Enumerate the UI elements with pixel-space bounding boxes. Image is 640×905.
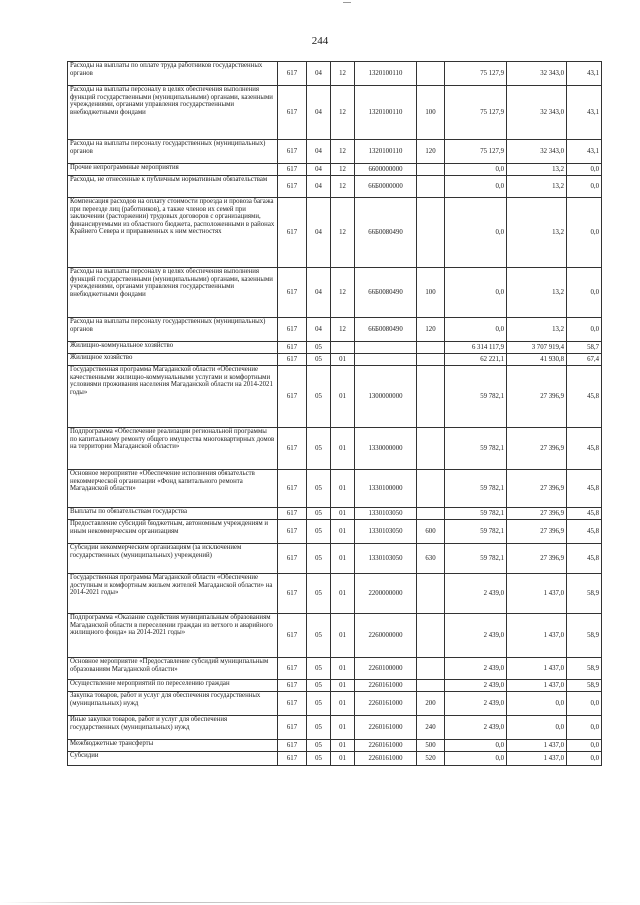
table-row [68,574,602,614]
cell-fact: 13,2 [507,198,567,268]
cell-pct: 0,0 [567,318,602,342]
cell-gr: 617 [278,520,307,544]
cell-fact: 1 437,0 [507,740,567,752]
cell-vr [417,342,445,354]
cell-rz: 04 [307,318,331,342]
cell-gr: 617 [278,366,307,428]
cell-csr: 1330100000 [355,470,417,508]
cell-pct: 43,1 [567,86,602,140]
cell-csr: 1330000000 [355,428,417,470]
cell-name: Выплаты по обязательствам государства [68,508,278,520]
cell-fact: 1 437,0 [507,680,567,692]
cell-pct: 45,8 [567,428,602,470]
cell-gr: 617 [278,508,307,520]
cell-fact: 1 437,0 [507,658,567,680]
cell-rz: 05 [307,354,331,366]
budget-table [67,61,602,766]
cell-rz: 05 [307,614,331,658]
cell-csr [355,342,417,354]
table-row [68,198,602,268]
cell-rz: 05 [307,544,331,574]
cell-name: Государственная программа Магаданской области «Обеспечение качественными жилищно-коммунальными услугами и комфортными условиями проживания населения Магаданской области на 2014-2021 годы» [68,366,278,428]
table-row [68,354,602,366]
cell-fact: 41 930,8 [507,354,567,366]
cell-rz: 05 [307,342,331,354]
cell-name: Расходы на выплаты по оплате труда работников государственных органов [68,62,278,86]
cell-pct: 45,8 [567,366,602,428]
cell-fact: 32 343,0 [507,62,567,86]
cell-pr: 12 [331,268,355,318]
cell-fact: 27 396,9 [507,544,567,574]
cell-rz: 05 [307,508,331,520]
cell-plan: 2 439,0 [445,658,507,680]
cell-vr: 120 [417,318,445,342]
cell-csr: 66Б0000000 [355,176,417,198]
cell-fact: 27 396,9 [507,470,567,508]
cell-plan: 75 127,9 [445,62,507,86]
cell-plan: 59 782,1 [445,428,507,470]
table-row [68,658,602,680]
cell-plan: 2 439,0 [445,716,507,740]
cell-vr: 520 [417,752,445,766]
cell-csr: 1330103050 [355,544,417,574]
cell-name: Подпрограмма «Оказание содействия муниципальным образованиям Магаданской области в переселении граждан из ветхого и аварийного жилищного фонда» на 2014-2021 годы» [68,614,278,658]
cell-fact: 27 396,9 [507,508,567,520]
cell-csr: 2260161000 [355,692,417,716]
cell-pr [331,342,355,354]
cell-plan: 59 782,1 [445,366,507,428]
cell-vr [417,470,445,508]
cell-pct: 45,8 [567,544,602,574]
table-row [68,176,602,198]
cell-name: Жилищное хозяйство [68,354,278,366]
cell-pr: 01 [331,366,355,428]
cell-pr: 12 [331,86,355,140]
cell-plan: 2 439,0 [445,680,507,692]
table-row [68,470,602,508]
cell-gr: 617 [278,176,307,198]
cell-plan: 0,0 [445,318,507,342]
table-row [68,614,602,658]
cell-plan: 0,0 [445,176,507,198]
cell-name: Межбюджетные трансферты [68,740,278,752]
table-row [68,164,602,176]
cell-name: Прочие непрограммные мероприятия [68,164,278,176]
cell-rz: 05 [307,658,331,680]
cell-rz: 04 [307,198,331,268]
cell-csr: 2200000000 [355,574,417,614]
cell-gr: 617 [278,740,307,752]
cell-csr: 2260100000 [355,658,417,680]
cell-name: Расходы на выплаты персоналу государственных (муниципальных) органов [68,140,278,164]
cell-gr: 617 [278,62,307,86]
cell-pr: 01 [331,354,355,366]
cell-pr: 12 [331,318,355,342]
cell-name: Осуществление мероприятий по переселению граждан [68,680,278,692]
scan-artifact-bottom [0,902,640,903]
cell-pr: 01 [331,614,355,658]
cell-rz: 04 [307,164,331,176]
cell-vr: 600 [417,520,445,544]
cell-vr: 240 [417,716,445,740]
cell-pr: 01 [331,692,355,716]
cell-gr: 617 [278,544,307,574]
cell-vr [417,62,445,86]
cell-rz: 05 [307,470,331,508]
cell-gr: 617 [278,428,307,470]
cell-vr [417,614,445,658]
cell-csr: 2260000000 [355,614,417,658]
cell-name: Закупка товаров, работ и услуг для обеспечения государственных (муниципальных) нужд [68,692,278,716]
cell-gr: 617 [278,574,307,614]
cell-gr: 617 [278,658,307,680]
cell-rz: 05 [307,692,331,716]
cell-vr: 630 [417,544,445,574]
cell-pr: 01 [331,740,355,752]
cell-csr: 66Б0080490 [355,318,417,342]
cell-pct: 0,0 [567,176,602,198]
cell-gr: 617 [278,680,307,692]
table-row [68,366,602,428]
cell-rz: 05 [307,680,331,692]
cell-gr: 617 [278,354,307,366]
cell-vr [417,574,445,614]
cell-name: Расходы на выплаты персоналу в целях обеспечения выполнения функций государственными (муниципальными) органами, казенными учреждениями, органами управления государственными внебюджетными фондами [68,86,278,140]
cell-gr: 617 [278,692,307,716]
cell-pr: 01 [331,716,355,740]
table-row [68,342,602,354]
cell-vr: 200 [417,692,445,716]
cell-fact: 1 437,0 [507,614,567,658]
cell-pct: 45,8 [567,520,602,544]
cell-pr: 01 [331,508,355,520]
cell-pr: 01 [331,544,355,574]
cell-plan: 0,0 [445,198,507,268]
cell-name: Жилищно-коммунальное хозяйство [68,342,278,354]
cell-plan: 0,0 [445,164,507,176]
cell-name: Расходы на выплаты персоналу государственных (муниципальных) органов [68,318,278,342]
cell-pct: 0,0 [567,164,602,176]
cell-fact: 27 396,9 [507,428,567,470]
cell-vr [417,198,445,268]
cell-plan: 6 314 117,9 [445,342,507,354]
cell-gr: 617 [278,470,307,508]
cell-rz: 05 [307,574,331,614]
cell-pct: 0,0 [567,268,602,318]
cell-pct: 45,8 [567,508,602,520]
cell-csr: 2260161000 [355,752,417,766]
cell-pr: 12 [331,140,355,164]
table-row [68,520,602,544]
cell-name: Подпрограмма «Обеспечение реализации региональной программы по капитальному ремонту общего имущества многоквартирных домов на территории Магаданской области» [68,428,278,470]
cell-pct: 58,7 [567,342,602,354]
cell-fact: 27 396,9 [507,366,567,428]
cell-pct: 58,9 [567,658,602,680]
cell-rz: 05 [307,716,331,740]
table-row [68,508,602,520]
cell-fact: 13,2 [507,268,567,318]
cell-plan: 0,0 [445,268,507,318]
cell-plan: 2 439,0 [445,614,507,658]
cell-fact: 32 343,0 [507,140,567,164]
table-row [68,740,602,752]
cell-pct: 0,0 [567,198,602,268]
cell-pct: 0,0 [567,716,602,740]
cell-pr: 12 [331,176,355,198]
cell-name: Предоставление субсидий бюджетным, автономным учреждениям и иным некоммерческим организациям [68,520,278,544]
cell-rz: 04 [307,140,331,164]
cell-name: Компенсация расходов на оплату стоимости проезда и провоза багажа при переезде лиц (работников), а также членов их семей при заключении (расторжении) трудовых договоров с организациями, финансируемыми из областного бюджета, расположенными в районах Крайнего Севера и приравненных к ним местностях [68,198,278,268]
cell-pr: 01 [331,752,355,766]
cell-vr [417,176,445,198]
cell-rz: 05 [307,366,331,428]
cell-csr: 1330103050 [355,508,417,520]
cell-csr: 1300000000 [355,366,417,428]
cell-pct: 58,9 [567,574,602,614]
cell-csr: 66Б0080490 [355,268,417,318]
table-row [68,86,602,140]
cell-vr [417,508,445,520]
cell-gr: 617 [278,342,307,354]
cell-gr: 617 [278,86,307,140]
cell-fact: 3 707 919,4 [507,342,567,354]
cell-fact: 13,2 [507,164,567,176]
cell-rz: 05 [307,740,331,752]
cell-name: Основное мероприятие «Обеспечение исполнения обязательств некоммерческой организации «Фонд капитального ремонта Магаданской области» [68,470,278,508]
cell-gr: 617 [278,268,307,318]
cell-plan: 75 127,9 [445,140,507,164]
table-row [68,692,602,716]
cell-gr: 617 [278,318,307,342]
cell-plan: 75 127,9 [445,86,507,140]
cell-rz: 05 [307,752,331,766]
cell-name: Государственная программа Магаданской области «Обеспечение доступным и комфортным жильем жителей Магаданской области» на 2014-2021 годы» [68,574,278,614]
cell-fact: 1 437,0 [507,752,567,766]
cell-csr: 1330103050 [355,520,417,544]
cell-csr [355,354,417,366]
cell-vr: 500 [417,740,445,752]
scan-artifact [343,2,351,3]
cell-vr [417,164,445,176]
cell-pr: 01 [331,574,355,614]
cell-fact: 1 437,0 [507,574,567,614]
cell-vr [417,366,445,428]
cell-rz: 05 [307,428,331,470]
cell-name: Субсидии некоммерческим организациям (за исключением государственных (муниципальных) учреждений) [68,544,278,574]
cell-vr [417,680,445,692]
cell-fact: 13,2 [507,176,567,198]
cell-gr: 617 [278,198,307,268]
cell-gr: 617 [278,716,307,740]
cell-plan: 2 439,0 [445,574,507,614]
table-row [68,680,602,692]
cell-rz: 05 [307,520,331,544]
table-body [68,62,602,766]
cell-plan: 59 782,1 [445,544,507,574]
cell-plan: 59 782,1 [445,470,507,508]
cell-pct: 58,9 [567,614,602,658]
cell-rz: 04 [307,86,331,140]
table-row [68,544,602,574]
cell-rz: 04 [307,268,331,318]
page-number: 244 [311,35,329,47]
cell-csr: 1320100110 [355,140,417,164]
cell-plan: 2 439,0 [445,692,507,716]
cell-fact: 13,2 [507,318,567,342]
cell-fact: 0,0 [507,716,567,740]
table-row [68,140,602,164]
cell-plan: 59 782,1 [445,520,507,544]
cell-pct: 67,4 [567,354,602,366]
cell-gr: 617 [278,164,307,176]
cell-name: Расходы, не отнесенные к публичным нормативным обязательствам [68,176,278,198]
cell-pr: 12 [331,198,355,268]
cell-plan: 0,0 [445,752,507,766]
cell-pr: 01 [331,428,355,470]
cell-pr: 12 [331,62,355,86]
cell-csr: 2260161000 [355,716,417,740]
cell-pct: 43,1 [567,62,602,86]
cell-plan: 59 782,1 [445,508,507,520]
cell-csr: 2260161000 [355,680,417,692]
cell-rz: 04 [307,176,331,198]
cell-fact: 0,0 [507,692,567,716]
cell-pr: 01 [331,680,355,692]
cell-pr: 01 [331,520,355,544]
cell-pct: 0,0 [567,740,602,752]
cell-name: Расходы на выплаты персоналу в целях обеспечения выполнения функций государственными (муниципальными) органами, казенными учреждениями, органами управления государственными внебюджетными фондами [68,268,278,318]
cell-vr: 100 [417,86,445,140]
table-row [68,62,602,86]
cell-vr: 100 [417,268,445,318]
cell-vr [417,428,445,470]
cell-csr: 1320100110 [355,86,417,140]
cell-csr: 2260161000 [355,740,417,752]
table-row [68,318,602,342]
cell-pct: 45,8 [567,470,602,508]
cell-fact: 32 343,0 [507,86,567,140]
table-row [68,752,602,766]
cell-csr: 66Б0080490 [355,198,417,268]
cell-pr: 01 [331,470,355,508]
cell-plan: 62 221,1 [445,354,507,366]
cell-gr: 617 [278,614,307,658]
table-row [68,268,602,318]
cell-pct: 58,9 [567,680,602,692]
cell-csr: 6600000000 [355,164,417,176]
cell-plan: 0,0 [445,740,507,752]
cell-csr: 1320100110 [355,62,417,86]
table-row [68,428,602,470]
cell-pct: 0,0 [567,752,602,766]
cell-pr: 01 [331,658,355,680]
cell-pct: 43,1 [567,140,602,164]
cell-pct: 0,0 [567,692,602,716]
cell-gr: 617 [278,140,307,164]
cell-vr [417,354,445,366]
cell-vr [417,658,445,680]
cell-pr: 12 [331,164,355,176]
cell-name: Иные закупки товаров, работ и услуг для обеспечения государственных (муниципальных) нужд [68,716,278,740]
cell-name: Основное мероприятие «Предоставление субсидий муниципальным образованиям Магаданской области» [68,658,278,680]
cell-name: Субсидии [68,752,278,766]
cell-vr: 120 [417,140,445,164]
cell-rz: 04 [307,62,331,86]
table-row [68,716,602,740]
cell-gr: 617 [278,752,307,766]
cell-fact: 27 396,9 [507,520,567,544]
